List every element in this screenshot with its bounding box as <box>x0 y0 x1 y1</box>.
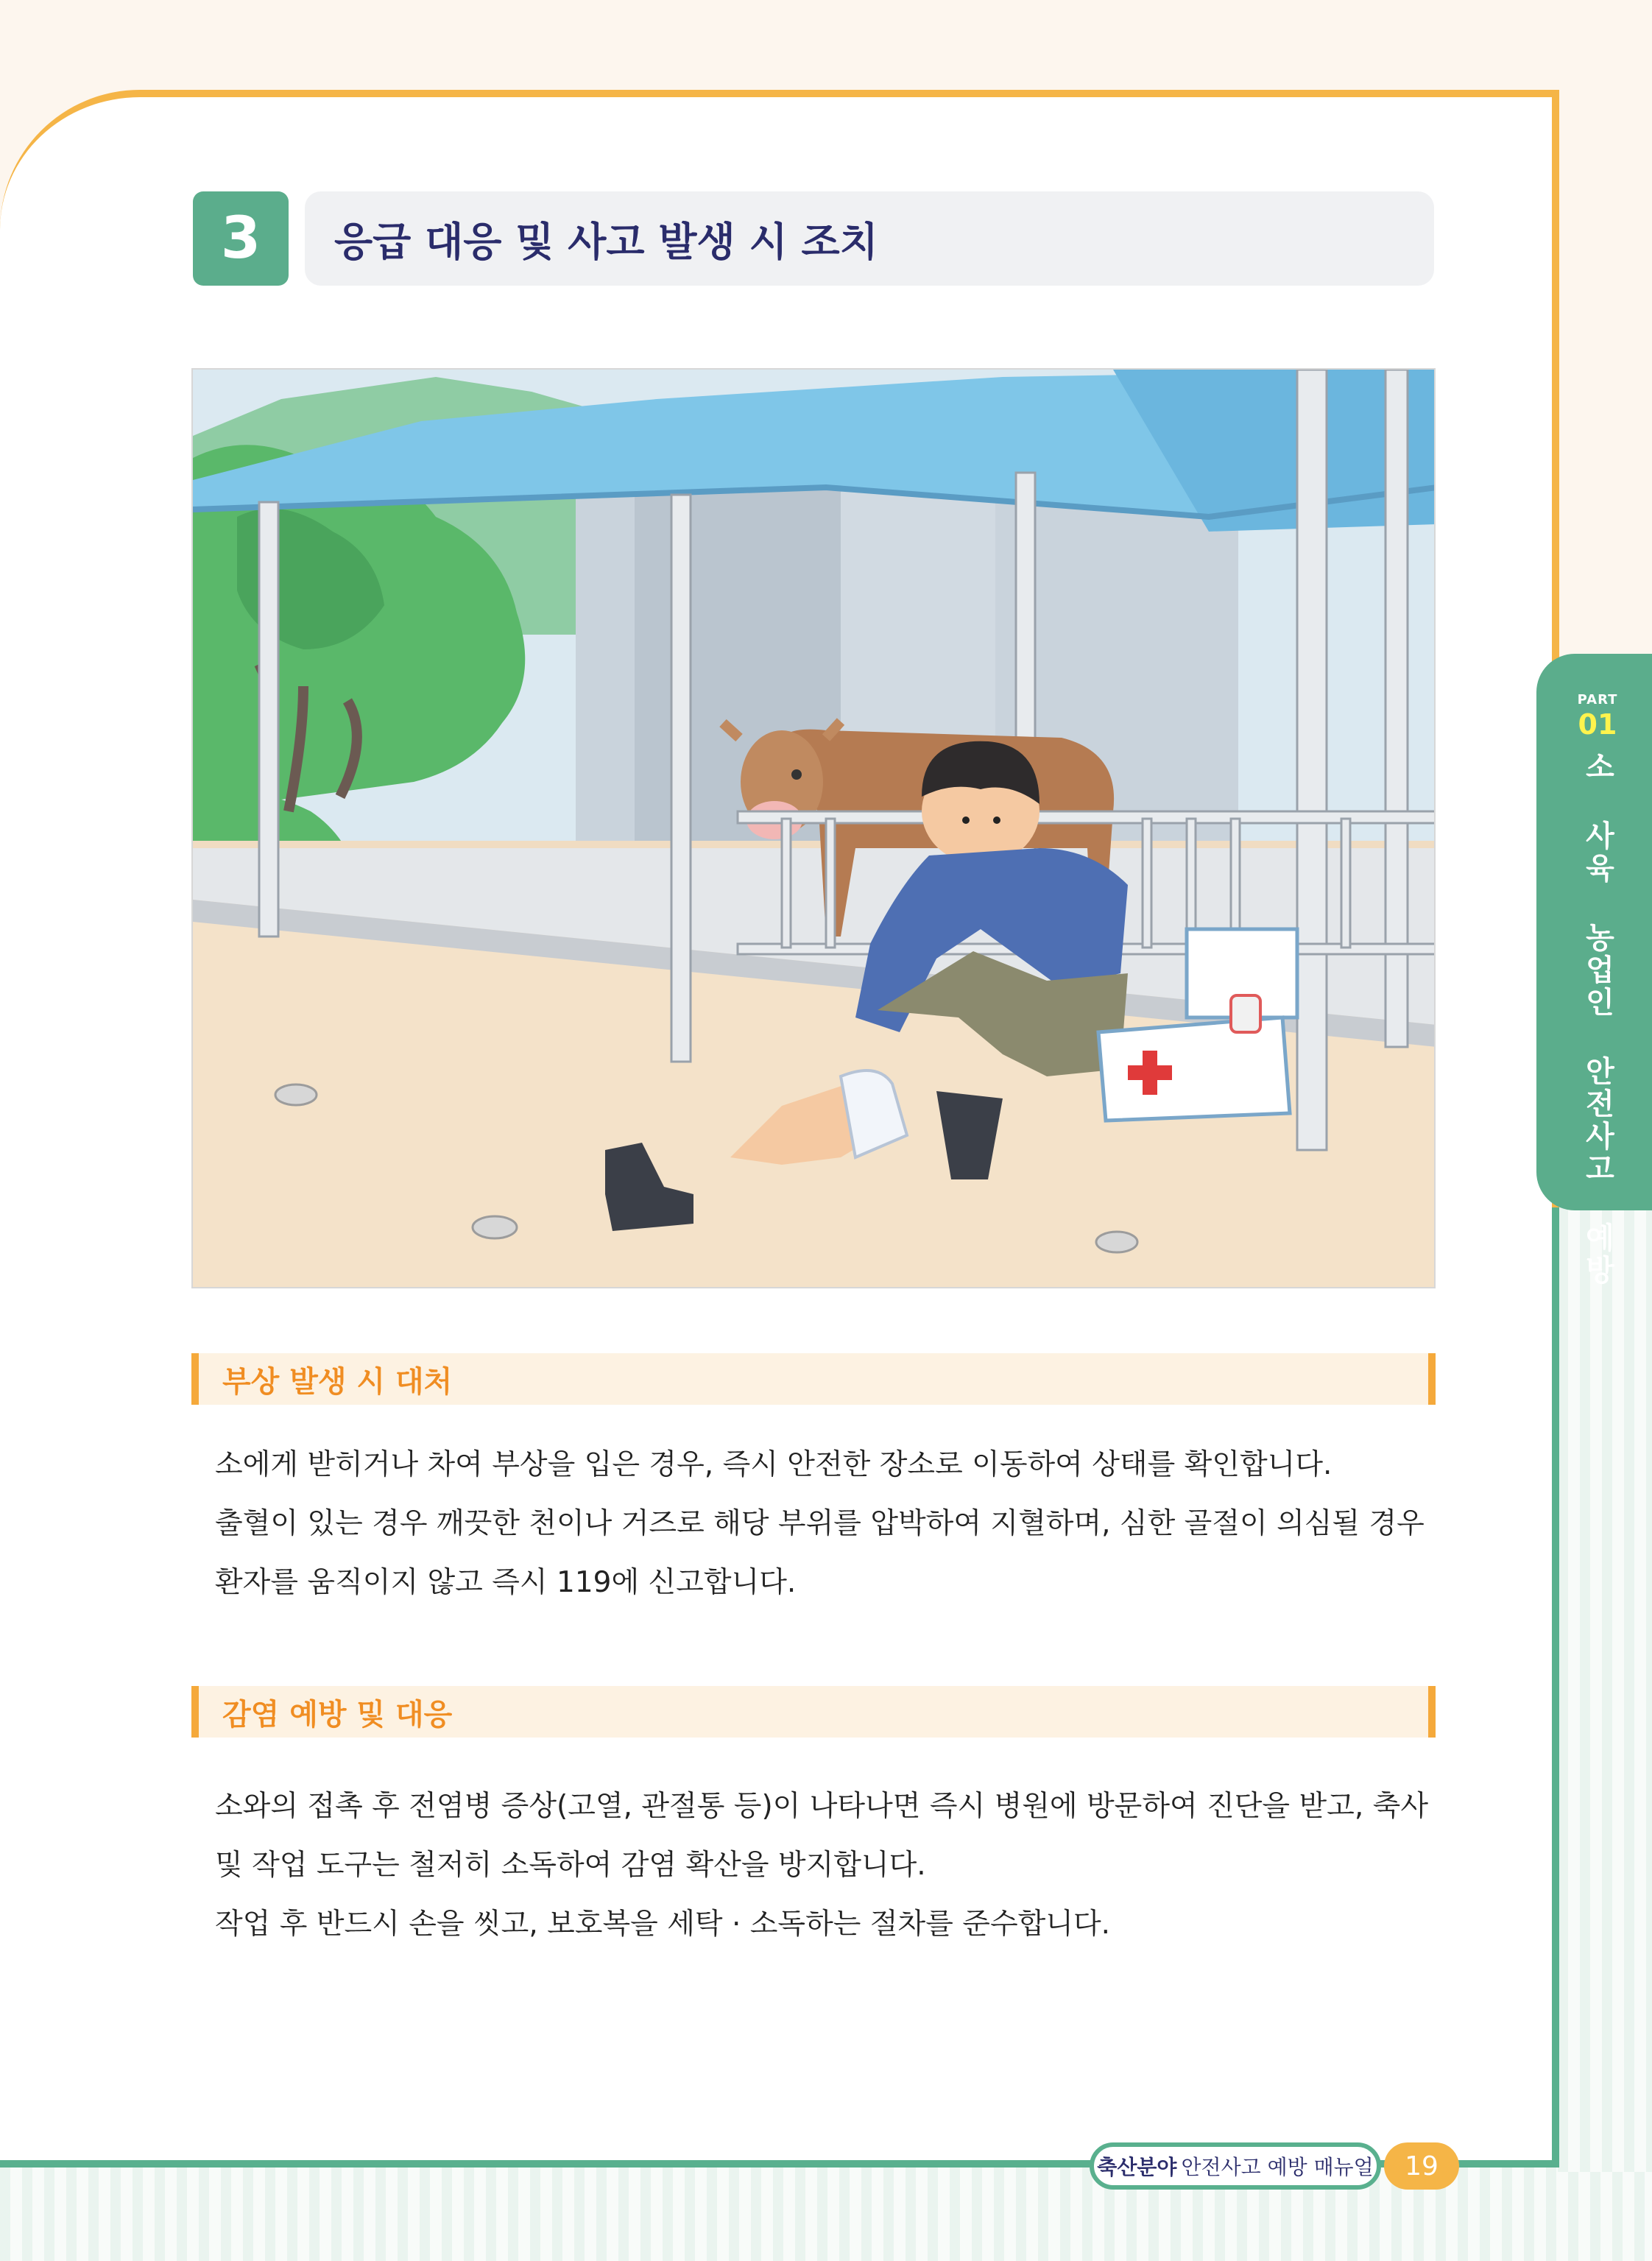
paragraph-line: 환자를 움직이지 않고 즉시 119에 신고합니다. <box>215 1566 797 1599</box>
paragraph-line: 작업 후 반드시 손을 씻고, 보호복을 세탁 · 소독하는 절차를 준수합니다. <box>215 1908 1111 1941</box>
paragraph-injury-response <box>215 1436 1437 1612</box>
section-number-badge: 3 <box>193 191 289 286</box>
part-number: 01 <box>1578 708 1617 741</box>
barn-scene-illustration <box>193 370 1436 1288</box>
right-stripe-band <box>1558 1207 1652 2172</box>
footer-brand <box>1090 2142 1381 2190</box>
paragraph-infection-prevention <box>215 1777 1437 1954</box>
subheading-text: 부상 발생 시 대처 <box>222 1364 453 1399</box>
footer-brand-bold: 축산분야 <box>1097 2155 1177 2179</box>
paragraph-line: 소에게 받히거나 차여 부상을 입은 경우, 즉시 안전한 장소로 이동하여 상태를 확인합니다. <box>215 1448 1332 1481</box>
paragraph-line: 및 작업 도구는 철저히 소독하여 감염 확산을 방지합니다. <box>215 1849 926 1882</box>
subheading-text: 감염 예방 및 대응 <box>222 1697 453 1732</box>
paragraph-line: 출혈이 있는 경우 깨끗한 천이나 거즈로 해당 부위를 압박하여 지혈하며, 심한 골절이 의심될 경우 <box>215 1507 1425 1540</box>
right-border <box>1552 1207 1559 2167</box>
illustration-injured-farmer <box>191 368 1436 1288</box>
section-title <box>305 191 1434 286</box>
part-label: PART <box>1577 692 1618 708</box>
subheading-infection-prevention <box>191 1686 1436 1738</box>
page-number: 19 <box>1384 2142 1459 2190</box>
section-title-text: 응급 대응 및 사고 발생 시 조치 <box>334 218 878 265</box>
paragraph-line: 소와의 접촉 후 전염병 증상(고열, 관절통 등)이 나타나면 즉시 병원에 방문하여 진단을 받고, 축사 <box>215 1790 1428 1823</box>
part-title: 소 사육 농업인 안전사고 예방 <box>1581 751 1614 1287</box>
subheading-injury-response <box>191 1353 1436 1405</box>
footer-brand-rest: 안전사고 예방 매뉴얼 <box>1181 2155 1374 2179</box>
